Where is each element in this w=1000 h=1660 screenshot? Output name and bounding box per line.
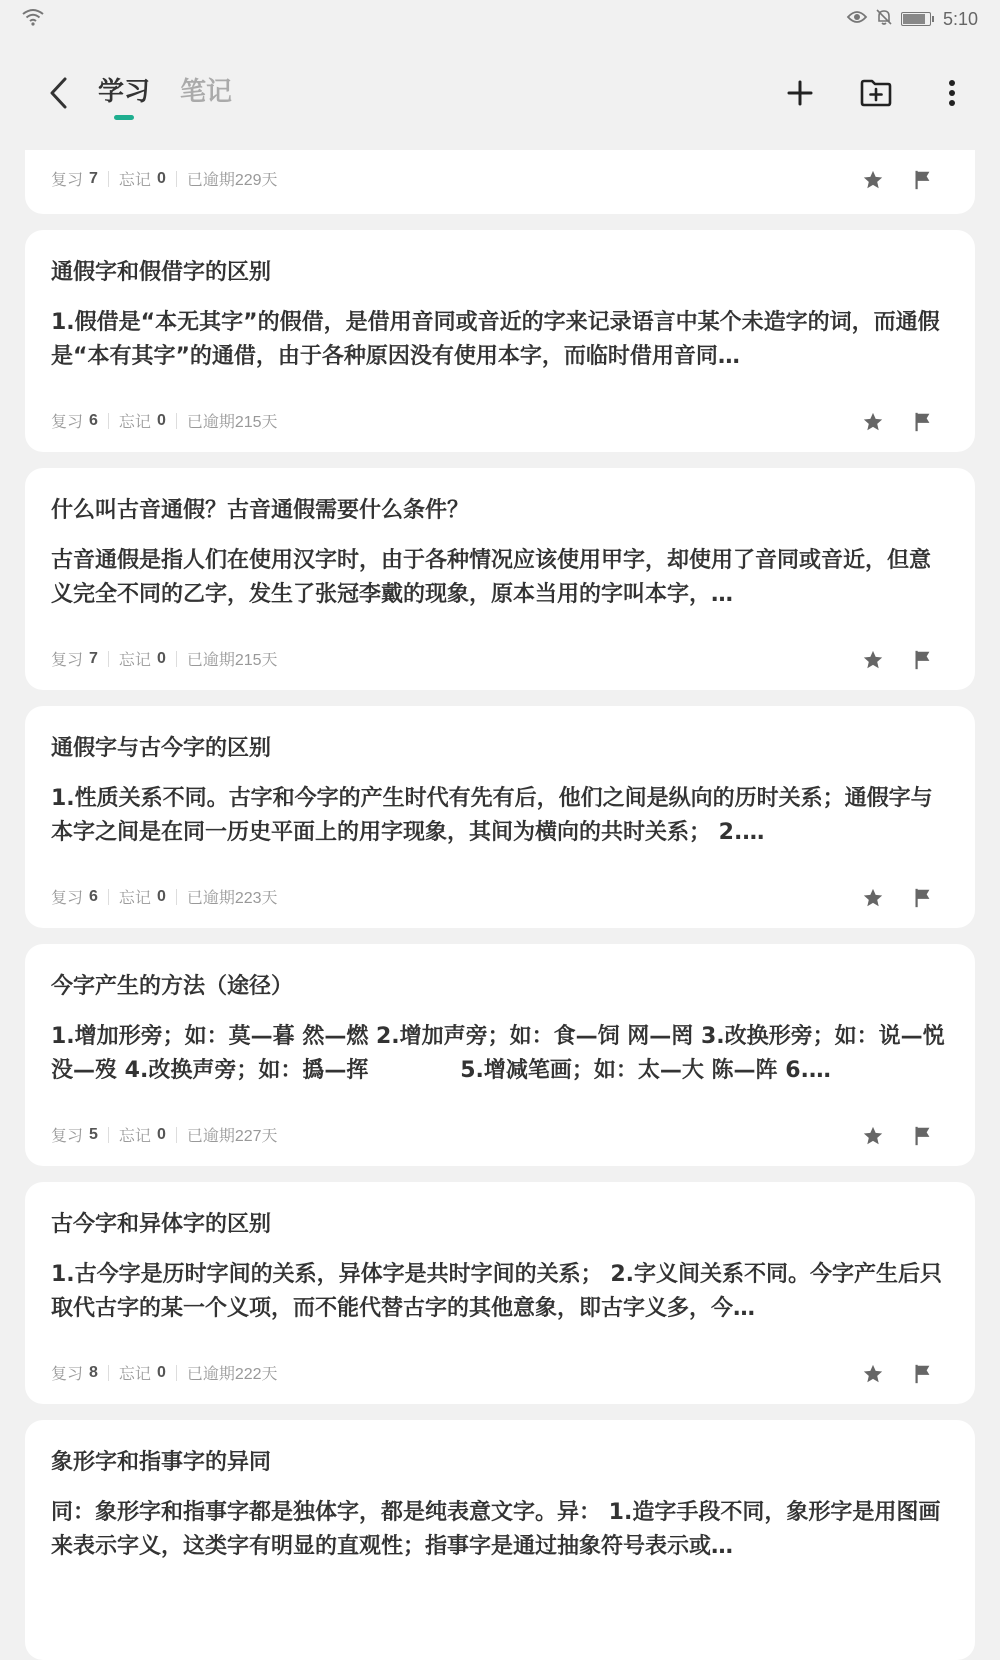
tab-study-label: 学习 xyxy=(98,76,151,107)
flag-icon[interactable] xyxy=(911,168,935,192)
overdue-text: 已逾期227天 xyxy=(186,1128,278,1145)
card-meta xyxy=(51,885,278,908)
review-value: 7 xyxy=(89,649,98,667)
star-icon[interactable] xyxy=(861,168,885,192)
review-value: 6 xyxy=(89,887,98,905)
tab-notes[interactable] xyxy=(180,71,232,120)
card-title: 通假字和假借字的区别 xyxy=(51,260,272,285)
review-label: 复习 xyxy=(51,172,84,189)
forget-value: 0 xyxy=(156,1125,166,1143)
back-button[interactable] xyxy=(38,70,78,120)
status-left xyxy=(22,8,44,31)
card-meta xyxy=(51,167,278,190)
star-icon[interactable] xyxy=(861,1124,885,1148)
review-label: 复习 xyxy=(51,652,84,669)
review-count xyxy=(51,167,98,190)
battery-icon xyxy=(901,12,931,26)
flag-icon[interactable] xyxy=(911,1124,935,1148)
card-actions xyxy=(861,168,935,192)
tab-active-indicator xyxy=(114,115,134,120)
overdue-text: 已逾期215天 xyxy=(186,652,278,669)
review-count xyxy=(51,885,98,908)
add-button[interactable] xyxy=(782,75,818,115)
forget-label: 忘记 xyxy=(118,1128,151,1145)
card-list[interactable] xyxy=(25,150,975,1600)
review-value: 8 xyxy=(89,1363,98,1381)
forget-count xyxy=(119,1123,166,1146)
card-title: 今字产生的方法（途径） xyxy=(51,974,294,999)
overdue-text: 已逾期215天 xyxy=(186,414,278,431)
overdue-text: 已逾期223天 xyxy=(186,890,278,907)
tab-notes-label: 笔记 xyxy=(180,76,233,107)
chevron-left-icon xyxy=(48,76,68,114)
flag-icon[interactable] xyxy=(911,886,935,910)
bell-off-icon xyxy=(875,8,893,31)
card-body: 1.增加形旁；如：莫—暮 然—燃 2.增加声旁；如：食—饲 网—罔 3.改换形旁；如：说—悦 没—歿 4.改换声旁；如：撝—挥 5.增减笔画；如：太—大 陈—阵 6.… xyxy=(51,1024,953,1083)
review-value: 7 xyxy=(89,169,98,187)
review-count xyxy=(51,409,98,432)
forget-value: 0 xyxy=(156,169,166,187)
review-count xyxy=(51,1361,98,1384)
divider xyxy=(176,1365,177,1381)
card[interactable] xyxy=(25,468,975,690)
card[interactable] xyxy=(25,230,975,452)
card-body: 古音通假是指人们在使用汉字时，由于各种情况应该使用甲字，却使用了音同或音近，但意义完全不同的乙字，发生了张冠李戴的现象，原本当用的字叫本字，… xyxy=(51,548,932,607)
divider xyxy=(176,1127,177,1143)
review-count xyxy=(51,1123,98,1146)
card-actions xyxy=(861,1124,935,1148)
card[interactable] xyxy=(25,150,975,214)
review-label: 复习 xyxy=(51,414,84,431)
forget-count xyxy=(119,885,166,908)
card-actions xyxy=(861,648,935,672)
overdue-text: 已逾期222天 xyxy=(186,1366,278,1383)
divider xyxy=(176,171,177,187)
card-title: 什么叫古音通假？古音通假需要什么条件？ xyxy=(51,498,470,523)
star-icon[interactable] xyxy=(861,648,885,672)
divider xyxy=(176,413,177,429)
wifi-icon xyxy=(22,8,44,31)
forget-label: 忘记 xyxy=(118,1366,151,1383)
forget-label: 忘记 xyxy=(118,414,151,431)
divider xyxy=(108,171,109,187)
divider xyxy=(176,889,177,905)
forget-count xyxy=(119,1361,166,1384)
review-label: 复习 xyxy=(51,1128,84,1145)
card[interactable] xyxy=(25,1420,975,1660)
status-right xyxy=(847,8,978,31)
star-icon[interactable] xyxy=(861,410,885,434)
forget-label: 忘记 xyxy=(118,652,151,669)
card[interactable] xyxy=(25,1182,975,1404)
card-body: 1.古今字是历时字间的关系，异体字是共时字间的关系； 2.字义间关系不同。今字产生后只取代古字的某一个义项，而不能代替古字的其他意象，即古字义多，今… xyxy=(51,1262,942,1321)
forget-label: 忘记 xyxy=(118,890,151,907)
divider xyxy=(108,889,109,905)
review-label: 复习 xyxy=(51,1366,84,1383)
tab-bar xyxy=(98,71,232,120)
forget-value: 0 xyxy=(156,411,166,429)
card-actions xyxy=(861,410,935,434)
card-meta xyxy=(51,1123,278,1146)
card-body: 1.性质关系不同。古字和今字的产生时代有先有后，他们之间是纵向的历时关系；通假字与本字之间是在同一历史平面上的用字现象，其间为横向的共时关系； 2.… xyxy=(51,786,933,845)
more-button[interactable] xyxy=(934,75,970,115)
folder-add-icon xyxy=(860,79,892,111)
more-vertical-icon xyxy=(948,79,956,111)
card-meta xyxy=(51,409,278,432)
review-value: 6 xyxy=(89,411,98,429)
divider xyxy=(176,651,177,667)
forget-count xyxy=(119,167,166,190)
forget-value: 0 xyxy=(156,1363,166,1381)
app-header xyxy=(0,40,1000,150)
add-folder-button[interactable] xyxy=(858,75,894,115)
card-title: 古今字和异体字的区别 xyxy=(51,1212,272,1237)
card[interactable] xyxy=(25,944,975,1166)
review-value: 5 xyxy=(89,1125,98,1143)
tab-study[interactable] xyxy=(98,71,150,120)
flag-icon[interactable] xyxy=(911,410,935,434)
card[interactable] xyxy=(25,706,975,928)
header-actions xyxy=(782,75,970,115)
flag-icon[interactable] xyxy=(911,1362,935,1386)
card-body: 同：象形字和指事字都是独体字，都是纯表意文字。异： 1.造字手段不同，象形字是用图画来表示字义，这类字有明显的直观性；指事字是通过抽象符号表示或… xyxy=(51,1500,941,1559)
card-body: 1.假借是“本无其字”的假借，是借用音同或音近的字来记录语言中某个未造字的词，而通假是“本有其字”的通借，由于各种原因没有使用本字，而临时借用音同… xyxy=(51,310,940,369)
forget-value: 0 xyxy=(156,649,166,667)
card-title: 通假字与古今字的区别 xyxy=(51,736,272,761)
divider xyxy=(108,1127,109,1143)
card-actions xyxy=(861,1362,935,1386)
card-title: 象形字和指事字的异同 xyxy=(51,1450,272,1475)
status-bar xyxy=(0,0,1000,38)
eye-icon xyxy=(847,9,867,29)
forget-count xyxy=(119,647,166,670)
forget-label: 忘记 xyxy=(118,172,151,189)
flag-icon[interactable] xyxy=(911,648,935,672)
forget-value: 0 xyxy=(156,887,166,905)
divider xyxy=(108,413,109,429)
overdue-text: 已逾期229天 xyxy=(186,172,278,189)
review-count xyxy=(51,647,98,670)
card-meta xyxy=(51,647,278,670)
divider xyxy=(108,1365,109,1381)
card-actions xyxy=(861,886,935,910)
divider xyxy=(108,651,109,667)
forget-count xyxy=(119,409,166,432)
star-icon[interactable] xyxy=(861,886,885,910)
review-label: 复习 xyxy=(51,890,84,907)
card-meta xyxy=(51,1361,278,1384)
status-time: 5:10 xyxy=(942,8,978,29)
add-icon xyxy=(787,80,813,110)
star-icon[interactable] xyxy=(861,1362,885,1386)
